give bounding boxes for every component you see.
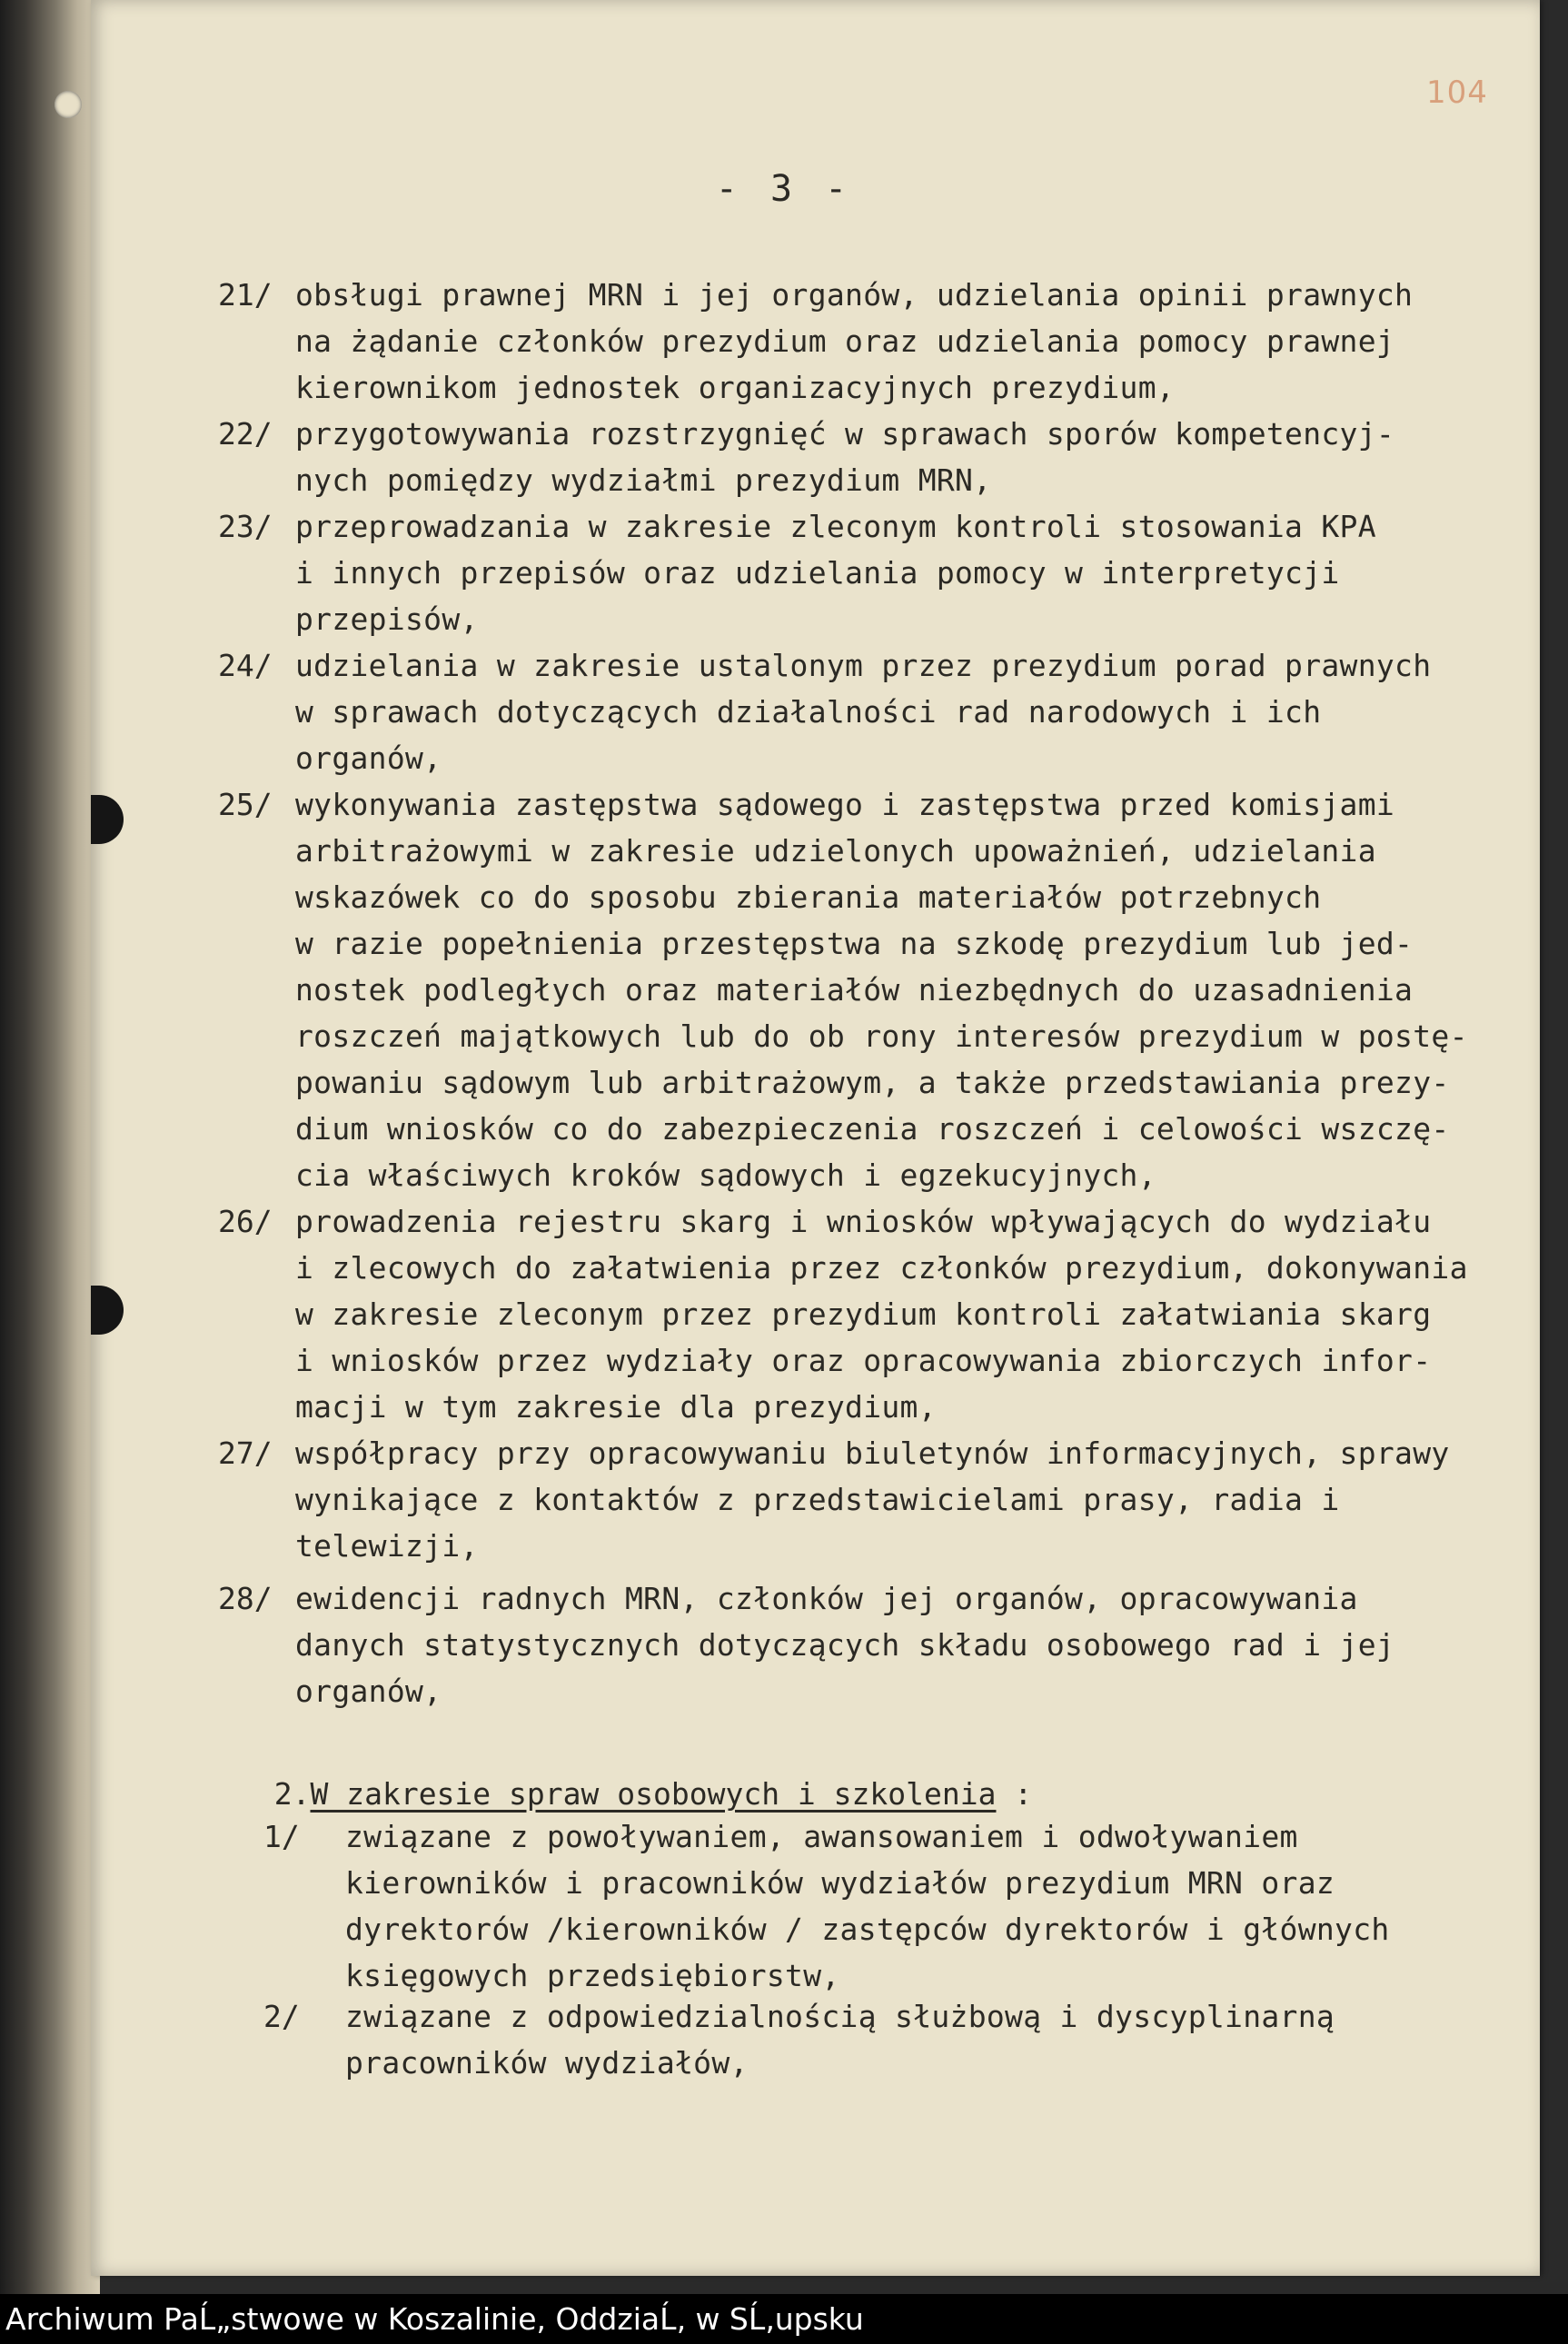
item-number: 1/ bbox=[263, 1819, 300, 1854]
item-number: 2/ bbox=[263, 1999, 300, 2034]
item-line: macji w tym zakresie dla prezydium, bbox=[295, 1389, 937, 1425]
item-line: nych pomiędzy wydziałmi prezydium MRN, bbox=[295, 462, 992, 498]
item-line: powaniu sądowym lub arbitrażowym, a także przedstawiania prezy- bbox=[295, 1065, 1450, 1100]
item-line: kierownikom jednostek organizacyjnych prezydium, bbox=[295, 370, 1176, 405]
item-line: wynikające z kontaktów z przedstawicielami prasy, radia i bbox=[295, 1482, 1340, 1517]
item-line: prowadzenia rejestru skarg i wniosków wpływających do wydziału bbox=[295, 1204, 1432, 1239]
item-line: na żądanie członków prezydium oraz udzielania pomocy prawnej bbox=[295, 323, 1395, 359]
item-line: obsługi prawnej MRN i jej organów, udzielania opinii prawnych bbox=[295, 277, 1414, 313]
item-number: 24/ bbox=[218, 648, 273, 683]
item-line: nostek podległych oraz materiałów niezbędnych do uzasadnienia bbox=[295, 972, 1414, 1008]
item-line: danych statystycznych dotyczących składu osobowego rad i jej bbox=[295, 1627, 1395, 1663]
item-line: arbitrażowymi w zakresie udzielonych upoważnień, udzielania bbox=[295, 833, 1376, 869]
item-line: w sprawach dotyczących działalności rad narodowych i ich bbox=[295, 694, 1322, 730]
archive-footer-caption: Archiwum PaĹ„stwowe w Koszalinie, OddziaĹ‚ w SĹ‚upsku bbox=[0, 2294, 1568, 2344]
item-line: pracowników wydziałów, bbox=[345, 2045, 749, 2081]
section-number: 2. bbox=[273, 1776, 311, 1812]
item-line: telewizji, bbox=[295, 1528, 479, 1564]
item-line: i zlecowych do załatwienia przez członków prezydium, dokonywania bbox=[295, 1250, 1468, 1286]
item-line: i innych przepisów oraz udzielania pomocy w interpretycji bbox=[295, 555, 1340, 591]
item-line: współpracy przy opracowywaniu biuletynów informacyjnych, sprawy bbox=[295, 1435, 1450, 1471]
item-line: przygotowywania rozstrzygnięć w sprawach sporów kompetencyj- bbox=[295, 416, 1395, 452]
item-number: 23/ bbox=[218, 509, 273, 544]
item-line: księgowych przedsiębiorstw, bbox=[345, 1958, 840, 1993]
item-line: cia właściwych kroków sądowych i egzekucyjnych, bbox=[295, 1157, 1156, 1193]
item-line: organów, bbox=[295, 740, 442, 776]
section-title: W zakresie spraw osobowych i szkolenia bbox=[310, 1776, 997, 1812]
punch-hole bbox=[91, 795, 124, 844]
item-number: 27/ bbox=[218, 1435, 273, 1471]
item-line: wskazówek co do sposobu zbierania materiałów potrzebnych bbox=[295, 879, 1322, 915]
item-line: organów, bbox=[295, 1674, 442, 1709]
archive-folio-number: 104 bbox=[1426, 74, 1488, 111]
page-number: - 3 - bbox=[715, 168, 853, 210]
item-line: kierowników i pracowników wydziałów prezydium MRN oraz bbox=[345, 1865, 1335, 1901]
item-line: przepisów, bbox=[295, 601, 479, 637]
item-line: wykonywania zastępstwa sądowego i zastępstwa przed komisjami bbox=[295, 787, 1395, 822]
item-line: udzielania w zakresie ustalonym przez prezydium porad prawnych bbox=[295, 648, 1432, 683]
item-line: i wniosków przez wydziały oraz opracowywania zbiorczych infor- bbox=[295, 1343, 1432, 1378]
item-line: w razie popełnienia przestępstwa na szkodę prezydium lub jed- bbox=[295, 926, 1414, 961]
item-number: 26/ bbox=[218, 1204, 273, 1239]
item-line: w zakresie zleconym przez prezydium kontroli załatwiania skarg bbox=[295, 1296, 1432, 1332]
item-line: związane z powoływaniem, awansowaniem i odwoływaniem bbox=[345, 1819, 1298, 1854]
item-line: dium wniosków co do zabezpieczenia roszczeń i celowości wszczę- bbox=[295, 1111, 1450, 1147]
item-line: przeprowadzania w zakresie zleconym kontroli stosowania KPA bbox=[295, 509, 1376, 544]
item-line: dyrektorów /kierowników / zastępców dyrektorów i głównych bbox=[345, 1912, 1390, 1947]
item-number: 28/ bbox=[218, 1581, 273, 1616]
section-heading bbox=[238, 1741, 1032, 1812]
binding-ring bbox=[55, 91, 82, 118]
binding-strip bbox=[0, 0, 100, 2294]
item-number: 22/ bbox=[218, 416, 273, 452]
item-line: ewidencji radnych MRN, członków jej organów, opracowywania bbox=[295, 1581, 1358, 1616]
item-line: roszczeń majątkowych lub do ob rony interesów prezydium w postę- bbox=[295, 1018, 1468, 1054]
item-number: 21/ bbox=[218, 277, 273, 313]
punch-hole bbox=[91, 1286, 124, 1335]
item-number: 25/ bbox=[218, 787, 273, 822]
item-line: związane z odpowiedzialnością służbową i dyscyplinarną bbox=[345, 1999, 1335, 2034]
section-colon: : bbox=[996, 1776, 1033, 1812]
